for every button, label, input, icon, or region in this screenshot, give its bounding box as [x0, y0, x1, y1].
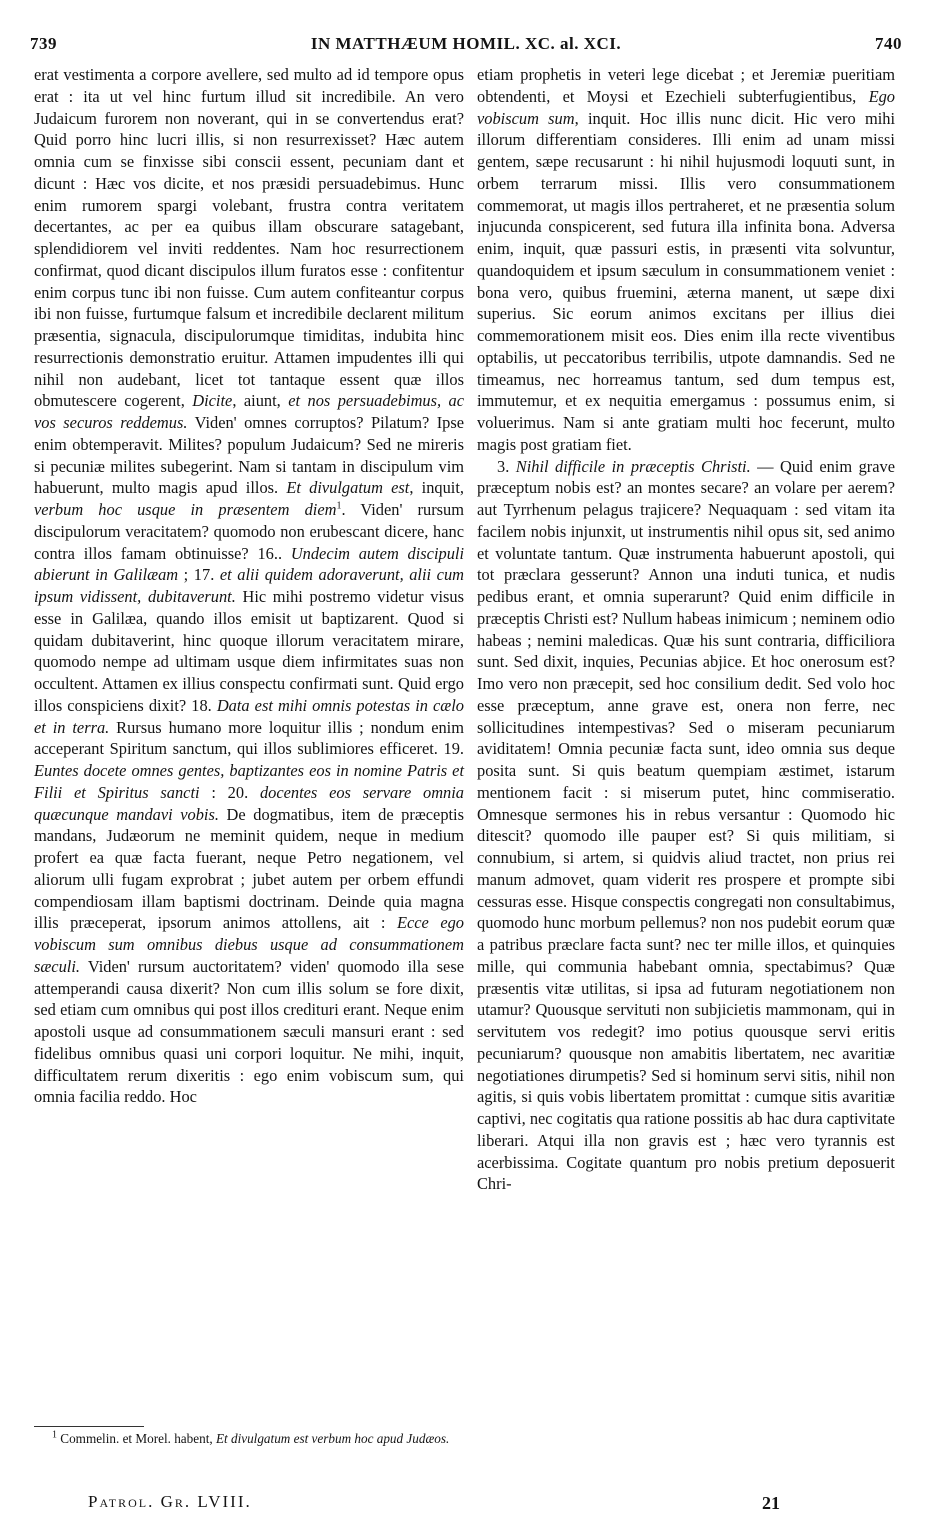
footnote: $^1$ Commelin. et Morel. habent, Et divulgatum est verbum hoc apud Judæos.: [52, 1429, 450, 1446]
left-paragraph: erat vestimenta a corpore avellere, sed multo ad id tempore opus erat : ita ut vel hinc furtum illud sit incredibile. An vero Judaicum furorem non noverant, qui in se convertendus erat? Quid porro hinc lucri illis, si non resurrexisset? Hæc autem omnia cum se finxisse sibi conscii essent, pecuniam dant et dicunt : Hæc vos dicite, et nos præsidi persuadebimus. Hunc enim rumorem spargi volebant, frustra contra veritatem decertantes, ac per ea quibus illam obscurare satagebant, splendidiorem vel inviti reddentes. Nam hoc resurrectionem confirmat, quod dicant discipulos illum furatos esse : confitentur enim corpus tunc ibi non fuisse. Cum autem confiteantur corpus ibi non fuisse, furtumque falsum et incredibile declarent militum præsentia, signacula, discipulorumque timiditas, indubita hinc resurrectionis demonstratio eruitur. Attamen impudentes illi qui nihil non audebant, licet tot tantaque essent quæ illos obmutescere cogerent, Dicite, aiunt, et nos persuadebimus, ac vos securos reddemus. Viden' omnes corruptos? Pilatum? Ipse enim obtemperavit. Milites? populum Judaicum? Sed ne mireris si pecuniæ milites subegerint. Nam si tantam in discipulum vim habuerunt, multo magis apud illos. Et divulgatum est, inquit, verbum hoc usque in præsentem diem$^1$. Viden' rursum discipulorum veracitatem? quomodo non erubescant dicere, hanc contra illos famam obtinuisse? 16.. Undecim autem discipuli abierunt in Galilæam ; 17. et alii quidem adoraverunt, alii cum ipsum vidissent, dubitaverunt. Hic mihi postremo videtur visus esse in Galilæa, quando illos emisit ut baptizarent. Quod si quidam dubitaverint, hinc quoque illorum veracitatem mirare, quomodo nempe ad ultimam usque diem infirmitates suas non occultent. Attamen ex illius conspectu confirmati sunt. Quid ergo illos conspiciens dixit? 18. Data est mihi omnis potestas in cælo et in terra. Rursus humano more loquitur illis ; nondum enim acceperant Spiritum sanctum, qui illos sublimiores efficeret. 19. Euntes docete omnes gentes, baptizantes eos in nomine Patris et Filii et Spiritus sancti : 20. docentes eos servare omnia quæcunque mandavi vobis. De dogmatibus, item de præceptis mandans, Judæorum ne meminit quidem, neque in medium profert ea quæ facta fuerant, neque Petro negationem, vel aliorum ulli fugam exprobrat ; jubet autem per orbem effundi compendiosam illam baptismi doctrinam. Deinde quia magna illis præceperat, ipsorum animos attollens, ait : Ecce ego vobiscum sum omnibus diebus usque ad consummationem sæculi. Viden' rursum auctoritatem? viden' quomodo illa sese attemperandi causa dixerit? Non cum illis solum se fore dixit, sed etiam cum omnibus qui post illos credituri erant. Neque enim apostoli usque ad consummationem sæculi mansuri erant : sed fidelibus omnibus quasi uni corpori loquitur. Ne mihi, inquit, difficultatem rerum dixeritis : ego enim vobiscum sum, qui omnia facilia reddo. Hoc: [34, 65, 465, 1107]
page-header: [30, 34, 902, 58]
right-column: [477, 64, 895, 1195]
right-paragraph-2: 3. Nihil difficile in præceptis Christi. — Quid enim grave præceptum nobis est? an montes secare? an volare per aerem? aut Tyrrhenum pelagus trajicere? Nequaquam : sed vitam ita facilem nobis injunxit, ut instrumentis nihil opus sit, sed animo et voluntate tantum. Quæ instrumenta habuerunt apostoli, qui tot præclara gesserunt? Annon una induti tunica, et nudis pedibus erant, et omnia superarunt? Quid enim difficile in præceptis Christi est? Nullum habeas inimicum ; neminem odio habeas ; nemini maledicas. Quæ his sunt contraria, difficiliora sunt. Sed dixit, inquies, Pecunias abjice. Et hoc onerosum est? Imo vero non præcepit, sed hoc consilium dedit. Sed volo hoc esse præceptum, anne grave est, onera non ferre, nec sollicitudines intempestivas? Sed o miseram pecuniarum aviditatem! Omnia pecuniæ facta sunt, ideo omnia sus deque posita sunt. Si quis beatum quempiam æstimet, istarum mentionem facit : si miserum putet, hinc commiseratio. Omnesque sermones his in rebus versantur : Quomodo hic ditescit? quomodo ille pauper est? Si quis militiam, si connubium, si artem, si quidvis aliud tractet, non prius rei manum admovet, quam viderit res prospere et prompte sibi cessuras esse. Hisque conspectis congregati non consultabimus, quomodo hunc morbum pellemus? non nos pudebit eorum quæ a patribus præclare facta sunt? nec ter mille illos, et quinquies mille, qui communia habebant omnia, spectabimus? Quæ præsentis vitæ utilitas, si ipsa ad futuram negotiationem non utamur? Quousque servituti non subjicietis mammonam, qui in servitutem vos redegit? imo potius quousque servi eritis pecuniarum? quousque non amabitis libertatem, nec avaritiæ negotiationes dirumpetis? Sed si hominum servi sitis, nihil non agitis, si quis vobis libertatem promittat : cumque sitis avaritiæ captivi, nec cogitatis qua ratione possitis ab hac dura captivitate liberari. Atqui illa non gravis est ; hæc vero tyrannis est acerbissima. Cogitate quantum pro nobis pretium deposuerit Chri-: [477, 456, 895, 1194]
footnote-divider: [34, 1426, 144, 1427]
running-title: IN MATTHÆUM HOMIL. XC. al. XCI.: [310, 34, 622, 53]
section-heading: Nihil difficile in præceptis Christi.: [515, 456, 751, 476]
page-number-right: 740: [875, 34, 902, 53]
footnote-ref: 1: [336, 500, 342, 512]
signature-number: 21: [762, 1493, 780, 1513]
right-paragraph-1: etiam prophetis in veteri lege dicebat ; et Jeremiæ pueritiam obtendenti, et Moysi et Ezechieli subterfugientibus, Ego vobiscum sum, inquit. Hoc illis nunc dicit. Hic vero mihi illorum differentiam consideres. Illi enim ad unam missi gentem, sæpe recusarunt : hi nihil hujusmodi loquuti sunt, in orbem terrarum missi. Illis vero consummationem commemorat, ut magis illos pertraheret, et ne præsentia solum injucunda conspicerent, sed futura illa infinita bona. Adversa enim, inquit, quæ passuri estis, in præsenti vita solvuntur, quandoquidem et ipsum sæculum in consummationem veniet : bona vero, quibus fruemini, æterna manent, ut sæpe dixi superius. Sic eorum animos excitans per illius diei commemorationem misit eos. Dies enim illa recte viventibus optabilis, ut peccatoribus terribilis, utpote damnandis. Sed ne timeamus, nec horreamus tantum, sed dum tempus est, immutemur, et ex nequitia emergamus : possumus enim, si voluerimus. Nam si ante gratiam multi hoc fecerunt, multo magis post gratiam fiet.: [477, 65, 895, 454]
left-column: [34, 64, 464, 1108]
signature-mark: Patrol. Gr. LVIII.: [88, 1492, 252, 1511]
page-number-left: 739: [30, 34, 57, 53]
